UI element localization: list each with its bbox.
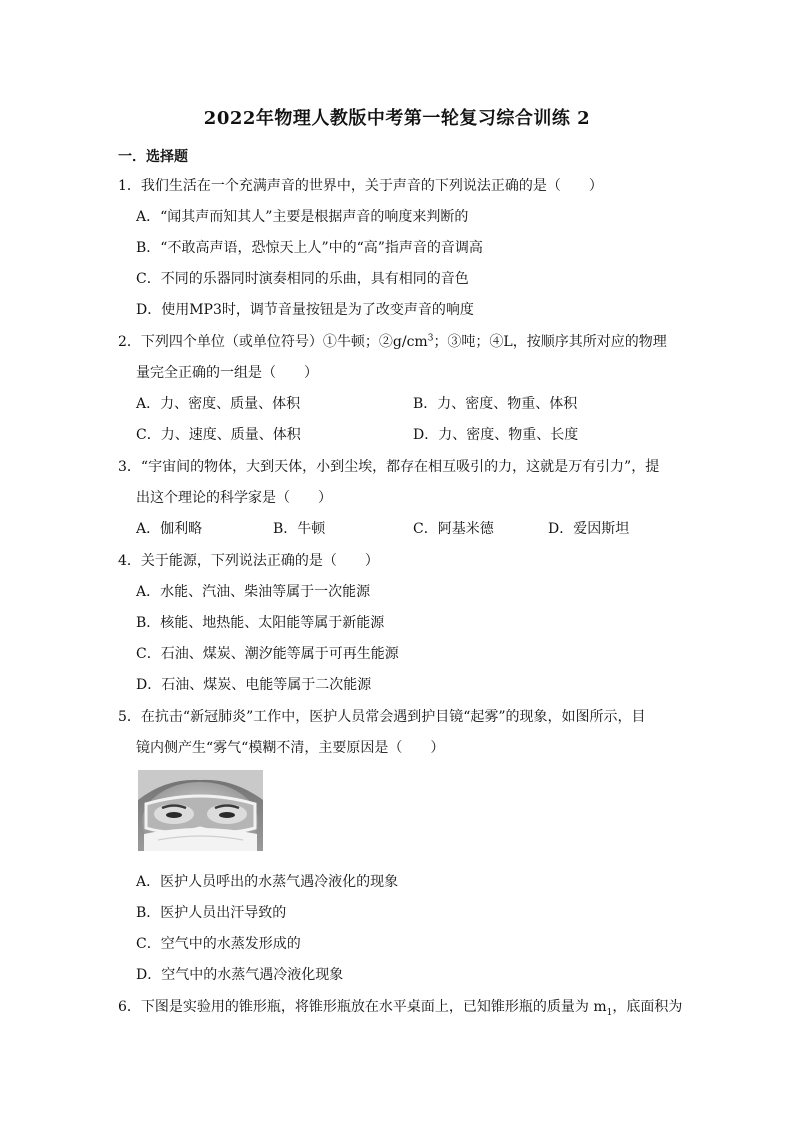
question-3-stem: 3．“宇宙间的物体，大到天体，小到尘埃，都存在相互吸引的力，这就是万有引力”，提: [118, 459, 660, 475]
goggles-photo: [138, 770, 263, 851]
question-2-option-d: D．力、密度、物重、长度: [413, 427, 579, 443]
question-4-stem: 4．关于能源，下列说法正确的是（ ）: [118, 553, 379, 569]
page-title: 2022年物理人教版中考第一轮复习综合训练 2: [203, 108, 591, 129]
question-5-option-b: B．医护人员出汗导致的: [136, 905, 287, 921]
question-2-option-a: A．力、密度、质量、体积: [136, 396, 301, 412]
question-6-stem: [118, 997, 682, 1017]
question-5-stem-continued: 镜内侧产生“雾气“模糊不清，主要原因是（ ）: [136, 740, 445, 756]
question-4-option-d: D．石油、煤炭、电能等属于二次能源: [136, 677, 372, 693]
question-2-option-c: C．力、速度、质量、体积: [136, 427, 301, 443]
question-1-option-a: A．“闻其声而知其人”主要是根据声音的响度来判断的: [136, 209, 469, 225]
question-6-stem-pre: 6．下图是实验用的锥形瓶，将锥形瓶放在水平桌面上，已知锥形瓶的质量为 m: [118, 999, 607, 1015]
question-2-option-b: B．力、密度、物重、体积: [413, 396, 578, 412]
question-3-option-a: A．伽利略: [136, 521, 203, 537]
question-4-option-a: A．水能、汽油、柴油等属于一次能源: [136, 584, 371, 600]
goggles-photo-illustration: [138, 770, 263, 851]
question-2-stem-pre: 2．下列四个单位（或单位符号）①牛顿；②g/cm: [118, 334, 428, 350]
question-5-option-c: C．空气中的水蒸发形成的: [136, 936, 301, 952]
question-6-stem-subscript: 1: [606, 1007, 613, 1018]
section-heading: 一．选择题: [118, 149, 188, 165]
question-2-stem-superscript: 3: [427, 333, 434, 344]
question-6-stem-post: ，底面积为: [612, 999, 683, 1015]
question-5-option-d: D．空气中的水蒸气遇冷液化现象: [136, 967, 344, 983]
question-1-option-d: D．使用MP3时，调节音量按钮是为了改变声音的响度: [136, 302, 474, 318]
question-3-stem-continued: 出这个理论的科学家是（ ）: [136, 490, 332, 506]
question-1-stem: 1．我们生活在一个充满声音的世界中，关于声音的下列说法正确的是（ ）: [118, 178, 603, 194]
question-4-option-c: C．石油、煤炭、潮汐能等属于可再生能源: [136, 646, 399, 662]
question-3-option-c: C．阿基米德: [413, 521, 494, 537]
question-2-stem: [118, 332, 667, 352]
question-1-option-b: B．“不敢高声语，恐惊天上人”中的“高”指声音的音调高: [136, 240, 483, 256]
question-3-option-b: B．牛顿: [273, 521, 326, 537]
question-2-stem-continued: 量完全正确的一组是（ ）: [136, 365, 318, 381]
question-5-option-a: A．医护人员呼出的水蒸气遇冷液化的现象: [136, 874, 399, 890]
question-1-option-c: C．不同的乐器同时演奏相同的乐曲，具有相同的音色: [136, 271, 469, 287]
question-4-option-b: B．核能、地热能、太阳能等属于新能源: [136, 615, 385, 631]
question-5-stem: 5．在抗击“新冠肺炎”工作中，医护人员常会遇到护目镜“起雾”的现象，如图所示，目: [118, 709, 646, 725]
question-3-option-d: D．爱因斯坦: [548, 521, 630, 537]
question-2-stem-post: ；③吨；④L，按顺序其所对应的物理: [433, 334, 667, 350]
